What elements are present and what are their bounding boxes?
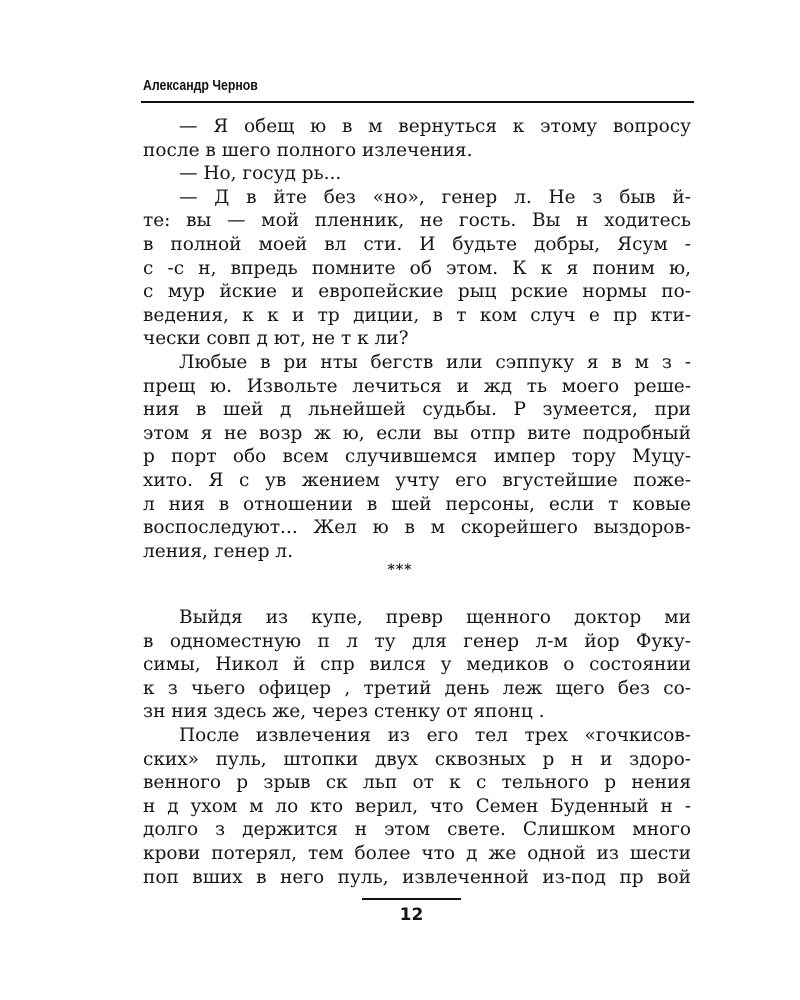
text-line: после в шего полного излечения. (143, 139, 473, 161)
text-line: воспоследуют... Жел ю в м скорейшего выздоров- (143, 517, 691, 539)
text-line: те: вы — мой пленник, не гость. Вы н ходитесь (143, 210, 691, 232)
text-line: венного р зрыв ск льп от к с тельного р нения (143, 772, 691, 794)
text-line: этом я не возр ж ю, если вы отпр вите подробный (143, 422, 691, 444)
text-line: с мур йские и европейские рыц рские нормы по- (143, 281, 691, 303)
footer-rule (362, 898, 461, 900)
text-line: симы, Никол й спр вился у медиков о состоянии (143, 654, 691, 676)
text-line: р порт обо всем случившемся импер тору Муцу- (143, 446, 691, 468)
text-line: с -с н, впредь помните об этом. К к я поним ю, (143, 257, 691, 279)
header-rule (141, 101, 694, 103)
text-line: Выйдя из купе, превр щенного доктор ми (179, 607, 691, 628)
text-line: ведения, к к и тр диции, в т ком случ е пр кти- (143, 304, 691, 326)
running-head-author: Александр Чернов (143, 77, 258, 94)
text-line: После извлечения из его тел трех «гочкисов- (179, 724, 691, 746)
text-line: хито. Я с ув жением учту его вгустейшие поже- (143, 469, 691, 491)
text-line: ния в шей д льнейшей судьбы. Р зумеется, при (143, 399, 691, 421)
section-1-text (143, 115, 691, 563)
text-line: в полной моей вл сти. И будьте добры, Ясум - (143, 233, 691, 255)
text-line: ления, генер л. (143, 540, 294, 562)
text-line: прещ ю. Извольте лечиться и жд ть моего реше- (143, 375, 691, 397)
page-number: 12 (399, 905, 424, 925)
text-line: — Но, госуд рь... (179, 163, 342, 185)
text-line: Любые в ри нты бегств или сэппуку я в м з - (179, 351, 691, 373)
text-line: ских» пуль, штопки двух сквозных р н и здоро- (143, 748, 691, 770)
text-line: в одноместную п л ту для генер л-м йор Фуку- (143, 630, 691, 652)
text-line: н д ухом м ло кто верил, что Семен Буденный н - (143, 795, 691, 817)
section-separator: *** (387, 562, 413, 578)
text-line: долго з держится н этом свете. Слишком много (143, 819, 691, 841)
text-line: — Я обещ ю в м вернуться к этому вопросу (179, 116, 691, 137)
text-line: к з чьего офицер , третий день леж щего без со- (143, 677, 691, 699)
text-line: зн ния здесь же, через стенку от японц . (143, 701, 545, 723)
text-line: крови потерял, тем более что д же одной из шести (143, 842, 691, 864)
text-line: поп вших в него пуль, извлеченной из-под пр вой (143, 866, 691, 888)
section-2-text (143, 606, 691, 889)
text-line: чески совп д ют, не т к ли? (143, 328, 409, 350)
text-line: — Д в йте без «но», генер л. Не з быв й- (179, 186, 691, 208)
text-line: л ния в отношении в шей персоны, если т ковые (143, 493, 691, 515)
